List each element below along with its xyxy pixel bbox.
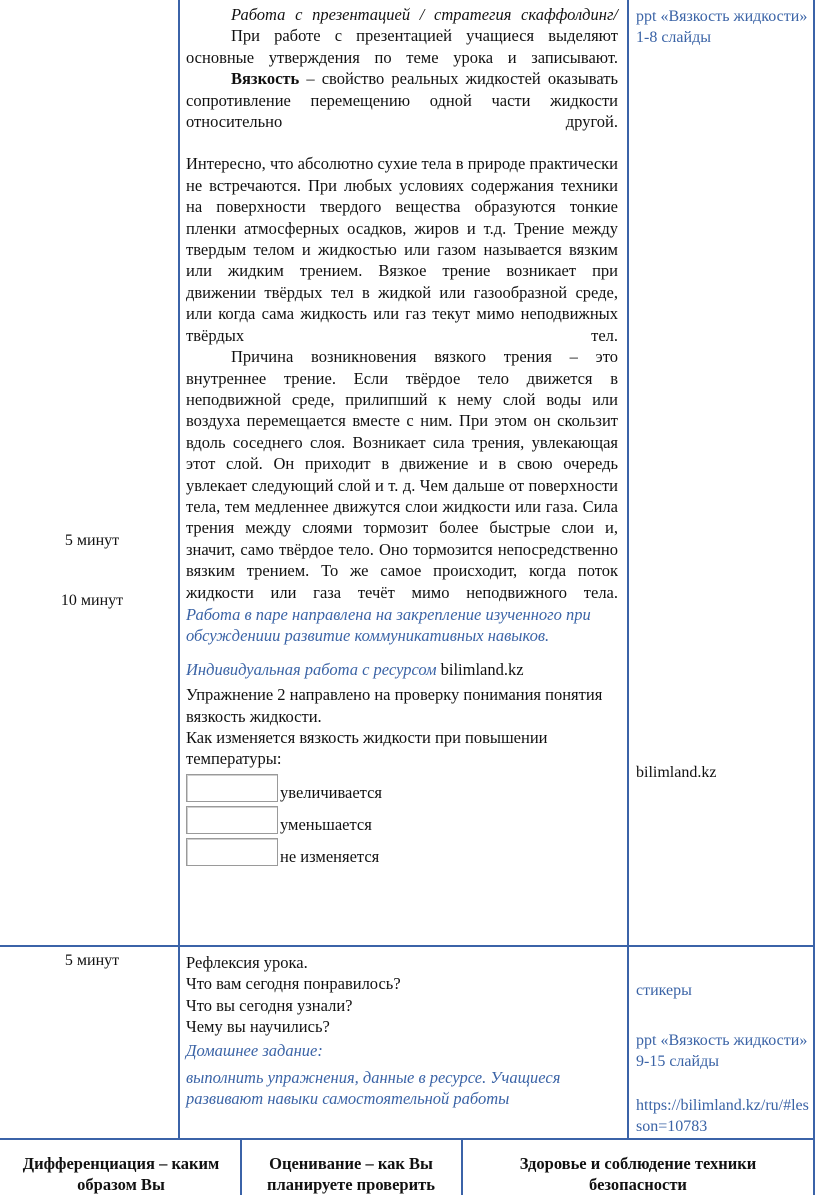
homework-text: выполнить упражнения, данные в ресурсе. Учащиеся развивают навыки самостоятельной работы xyxy=(186,1068,561,1109)
answer-option[interactable] xyxy=(186,802,618,834)
resource-stickers: стикеры xyxy=(636,982,692,999)
reflection-question: Чему вы научились? xyxy=(186,1017,330,1037)
answer-option-label: не изменяется xyxy=(280,846,380,866)
dry-bodies-paragraph: Интересно, что абсолютно сухие тела в природе практически не встречаются. При любых условиях содержания техники на поверхности твердого вещества образуются тонкие пленки атмосферных осадков, жиров и т.д. Трение между твердым телом и жидкостью или газом называется вязким или жидким трением. Вязкое трение возникает при движении твёрдых тел в жидкой или газообразной среде, или когда сама жидкость или газ текут мимо неподвижных твёрдых тел. xyxy=(186,154,618,345)
lesson-content xyxy=(186,4,618,866)
time-label: 5 минут xyxy=(64,952,120,969)
time-label: 5 минут xyxy=(64,532,120,549)
reflection-block xyxy=(186,952,618,1110)
resource-ppt-1: ppt «Вязкость жидкости» 1-8 слайды xyxy=(636,8,808,46)
answer-checkbox[interactable] xyxy=(186,806,278,834)
footer-header-assessment: Оценивание – как Вы планируете проверить xyxy=(267,1154,435,1194)
grid-line-row-2 xyxy=(0,1138,815,1140)
homework-label: Домашнее задание: xyxy=(186,1040,323,1060)
grid-line-footer-2 xyxy=(461,1138,463,1195)
viscosity-definition xyxy=(186,68,618,132)
grid-line-edge xyxy=(813,0,815,1195)
intro-text: При работе с презентацией учащиеся выделяют основные утверждения по теме урока и записывают. xyxy=(186,26,618,67)
answer-option-label: увеличивается xyxy=(280,782,383,802)
answer-option[interactable] xyxy=(186,770,618,802)
individual-work-line xyxy=(186,659,618,680)
viscosity-term: Вязкость xyxy=(231,69,300,89)
answer-checkbox[interactable] xyxy=(186,774,278,802)
grid-line-right xyxy=(627,0,629,1140)
grid-line-row-1 xyxy=(0,945,815,947)
answer-option[interactable] xyxy=(186,834,618,866)
reflection-question: Что вам сегодня понравилось? xyxy=(186,974,401,994)
resource-link[interactable]: https://bilimland.kz/ru/#lesson=10783 xyxy=(636,1097,809,1135)
individual-work-label: Индивидуальная работа с ресурсом xyxy=(186,659,437,679)
grid-line-footer-1 xyxy=(240,1138,242,1195)
individual-resource: bilimland.kz xyxy=(436,659,524,679)
time-label: 10 минут xyxy=(60,592,124,609)
answer-checkbox[interactable] xyxy=(186,838,278,866)
friction-cause-paragraph: Причина возникновения вязкого трения – это внутреннее трение. Если твёрдое тело движется в неподвижной среде, прилипший к нему слой воды или воздуха перемещается вместе с ним. При этом он скользит вдоль соседнего слоя. Возникает сила трения, увлекающая этот слой. Он приходит в движение и в свою очередь увлекает следующий слой и т. д. Чем дальше от поверхности тела, тем медленнее движутся слои жидкости или газа. Сила трения между слоями тормозит более быстрые слои и, значит, само твёрдое тело. Оно тормозится непосредственно вязким трением. То же самое происходит, когда поток жидкости или газа течёт мимо неподвижного тела. xyxy=(186,347,618,602)
reflection-title: Рефлексия урока. xyxy=(186,953,308,972)
footer-header-differentiation: Дифференциация – каким образом Вы xyxy=(22,1154,220,1194)
pair-work-text: Работа в паре направлена на закрепление изученного при обсуждениии развитие коммуникативных навыков. xyxy=(186,604,591,646)
reflection-question: Что вы сегодня узнали? xyxy=(186,995,353,1015)
resource-bilimland: bilimland.kz xyxy=(636,764,717,781)
exercise-text: Упражнение 2 направлено на проверку понимания понятия вязкость жидкости. xyxy=(186,685,603,726)
viscosity-def-text: – свойство реальных жидкостей оказывать сопротивление перемещению одной части жидкости относительно другой. xyxy=(186,69,618,132)
resource-ppt-2: ppt «Вязкость жидкости» 9-15 слайды xyxy=(636,1032,808,1070)
answer-option-label: уменьшается xyxy=(280,814,372,834)
footer-header-safety: Здоровье и соблюдение техники безопасности xyxy=(519,1154,757,1194)
question-text: Как изменяется вязкость жидкости при повышении температуры: xyxy=(186,728,548,769)
strategy-heading: Работа с презентацией / стратегия скаффолдинг/ xyxy=(231,5,618,24)
